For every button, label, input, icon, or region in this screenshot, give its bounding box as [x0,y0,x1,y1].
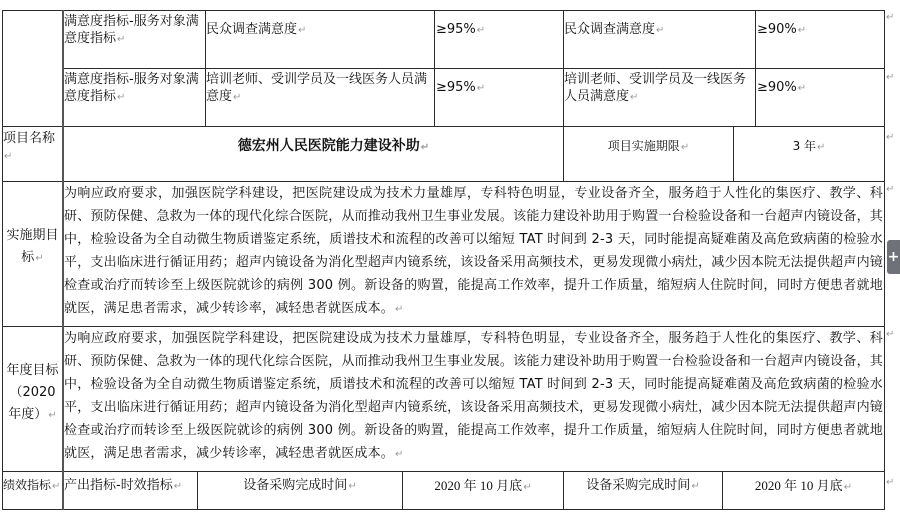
expand-panel-button[interactable] [887,240,900,274]
plus-icon: + [887,249,900,265]
project-name-label[interactable] [3,127,62,167]
project-period-value[interactable] [734,127,884,167]
rule-table-bottom [2,509,884,510]
project-period-value-text: 3 年 [792,139,817,153]
annual-goal-text[interactable] [64,327,884,470]
sat-row2-item-overall-text: 培训老师、受训学员及一线医务人员满意度 [206,72,428,104]
annual-goal-label-line2: （2020 [9,385,56,400]
paragraph-mark: ↵ [4,150,13,162]
sat-row2-item-annual[interactable] [564,71,755,125]
paragraph-mark: ↵ [173,481,183,492]
paragraph-mark: ↵ [52,481,61,492]
paragraph-mark: ↵ [420,142,430,153]
sat-row1-indicator[interactable] [64,13,205,67]
perf-value-annual-text: 2020 年 10 月底 [754,478,843,493]
paragraph-mark: ↵ [48,410,57,421]
perf-item-overall[interactable] [198,477,402,497]
project-name-label-text: 项目名称 [3,130,56,146]
row-end-mark: ↵ [886,132,895,143]
paragraph-mark: ↵ [843,482,853,493]
paragraph-mark: ↵ [817,142,826,153]
sat-row1-indicator-text: 满意度指标-服务对象满意度指标 [64,14,199,46]
paragraph-mark: ↵ [298,25,307,36]
perf-value-annual[interactable] [723,477,884,497]
perf-indicator[interactable] [64,477,197,497]
impl-goal-label[interactable] [3,225,62,275]
paragraph-mark: ↵ [476,25,486,36]
sat-row1-item-overall[interactable] [206,11,434,49]
paragraph-mark: ↵ [656,25,665,36]
annual-goal-label[interactable] [3,360,62,430]
paragraph-mark: ↵ [523,482,532,493]
sat-row2-value-overall[interactable] [436,69,563,107]
annual-goal-label-line3: 年度） [8,407,48,422]
project-period-label-text: 项目实施期限 [607,139,680,153]
rule-right [884,10,885,510]
sat-row2-value-annual-text: ≥90% [757,80,797,95]
paragraph-mark: ↵ [35,253,44,264]
row-end-mark: ↵ [886,329,895,340]
sat-row2-indicator-text: 满意度指标-服务对象满意度指标 [64,72,199,104]
sat-row2-item-annual-text: 培训老师、受训学员及一线医务人员满意度 [564,72,747,104]
paragraph-mark: ↵ [233,92,242,103]
paragraph-mark: ↵ [797,25,807,36]
paragraph-mark: ↵ [395,449,404,460]
paragraph-mark: ↵ [348,481,357,492]
sat-row1-item-annual[interactable] [564,11,755,49]
impl-goal-text-body: 为响应政府要求，加强医院学科建设，把医院建设成为技术力量雄厚，专科特色明显，专业设备齐全，服务趋于人性化的集医疗、教学、科研、预防保健、急救为一体的现代化综合医院，从而推动我州卫生事业发展。该能力建设补助用于购置一台检验设备和一台超声内镜设备，其中，检验设备为全自动微生物质谱鉴定系统，质谱技术和流程的改善可以缩短 TAT 时间到 2-3 天，同时能提高疑难菌及高危致病菌的检验水平，支出临床进行循证用药；超声内镜设备为消化型超声内镜系统，该设备采用高频技术，更易发现微小病灶，减少因本院无法提供超声内镜检查或治疗而转诊至上级医院就诊的病例 300 例。新设备的购置，能提高工作效率，提升工作质量，缩短病人住院时间，同时方便患者就地就医，满足患者需求，减少转诊率，减轻患者就医成本。 [64,186,883,316]
paragraph-mark: ↵ [691,481,700,492]
paragraph-mark: ↵ [117,34,126,45]
sat-row1-value-overall-text: ≥95% [436,22,476,37]
row-end-mark: ↵ [886,12,895,23]
rule-sat-c5 [755,10,756,126]
paragraph-mark: ↵ [797,83,807,94]
sat-row1-value-overall[interactable] [436,11,563,49]
sat-row2-item-overall[interactable] [206,71,434,125]
rule-sat-c3 [434,10,435,126]
sat-row1-value-annual-text: ≥90% [757,22,797,37]
project-name-value-text: 德宏州人民医院能力建设补助 [237,138,420,154]
paragraph-mark: ↵ [395,304,404,315]
paragraph-mark: ↵ [630,92,639,103]
perf-label[interactable] [3,477,63,497]
perf-item-annual[interactable] [564,477,722,497]
annual-goal-text-body: 为响应政府要求，加强医院学科建设，把医院建设成为技术力量雄厚，专科特色明显，专业设备齐全，服务趋于人性化的集医疗、教学、科研、预防保健、急救为一体的现代化综合医院，从而推动我州卫生事业发展。该能力建设补助用于购置一台检验设备和一台超声内镜设备，其中，检验设备为全自动微生物质谱鉴定系统，质谱技术和流程的改善可以缩短 TAT 时间到 2-3 天，同时能提高疑难菌及高危致病菌的检验水平，支出临床进行循证用药；超声内镜设备为消化型超声内镜系统，该设备采用高频技术，更易发现微小病灶，减少因本院无法提供超声内镜检查或治疗而转诊至上级医院就诊的病例 300 例。新设备的购置，能提高工作效率，提升工作质量，缩短病人住院时间，同时方便患者就地就医，满足患者需求，减少转诊率，减轻患者就医成本。 [64,331,883,461]
perf-item-annual-text: 设备采购完成时间 [586,478,691,493]
sat-row1-item-overall-text: 民众调查满意度 [206,22,298,37]
perf-indicator-text: 产出指标-时效指标 [64,478,173,493]
perf-item-overall-text: 设备采购完成时间 [243,478,348,493]
sat-row2-value-overall-text: ≥95% [436,80,476,95]
paragraph-mark: ↵ [117,92,126,103]
perf-label-text: 绩效指标 [3,478,52,492]
rule-annual-bottom [2,471,884,472]
project-name-value[interactable] [64,127,563,167]
impl-goal-label-text: 实施期目标 [6,228,59,265]
project-period-label[interactable] [564,127,733,167]
row-end-mark: ↵ [886,184,895,195]
sat-row1-item-annual-text: 民众调查满意度 [564,22,656,37]
sat-row1-value-annual[interactable] [757,11,884,49]
perf-value-overall-text: 2020 年 10 月底 [434,478,523,493]
paragraph-mark: ↵ [476,83,486,94]
row-end-mark: ↵ [886,72,895,83]
row-end-mark: ↵ [886,477,895,488]
perf-value-overall[interactable] [403,477,563,497]
annual-goal-label-line1: 年度目标 [6,363,59,378]
paragraph-mark: ↵ [680,142,690,153]
impl-goal-text[interactable] [64,182,884,325]
sat-row2-indicator[interactable] [64,71,205,125]
sat-row2-value-annual[interactable] [757,69,884,107]
